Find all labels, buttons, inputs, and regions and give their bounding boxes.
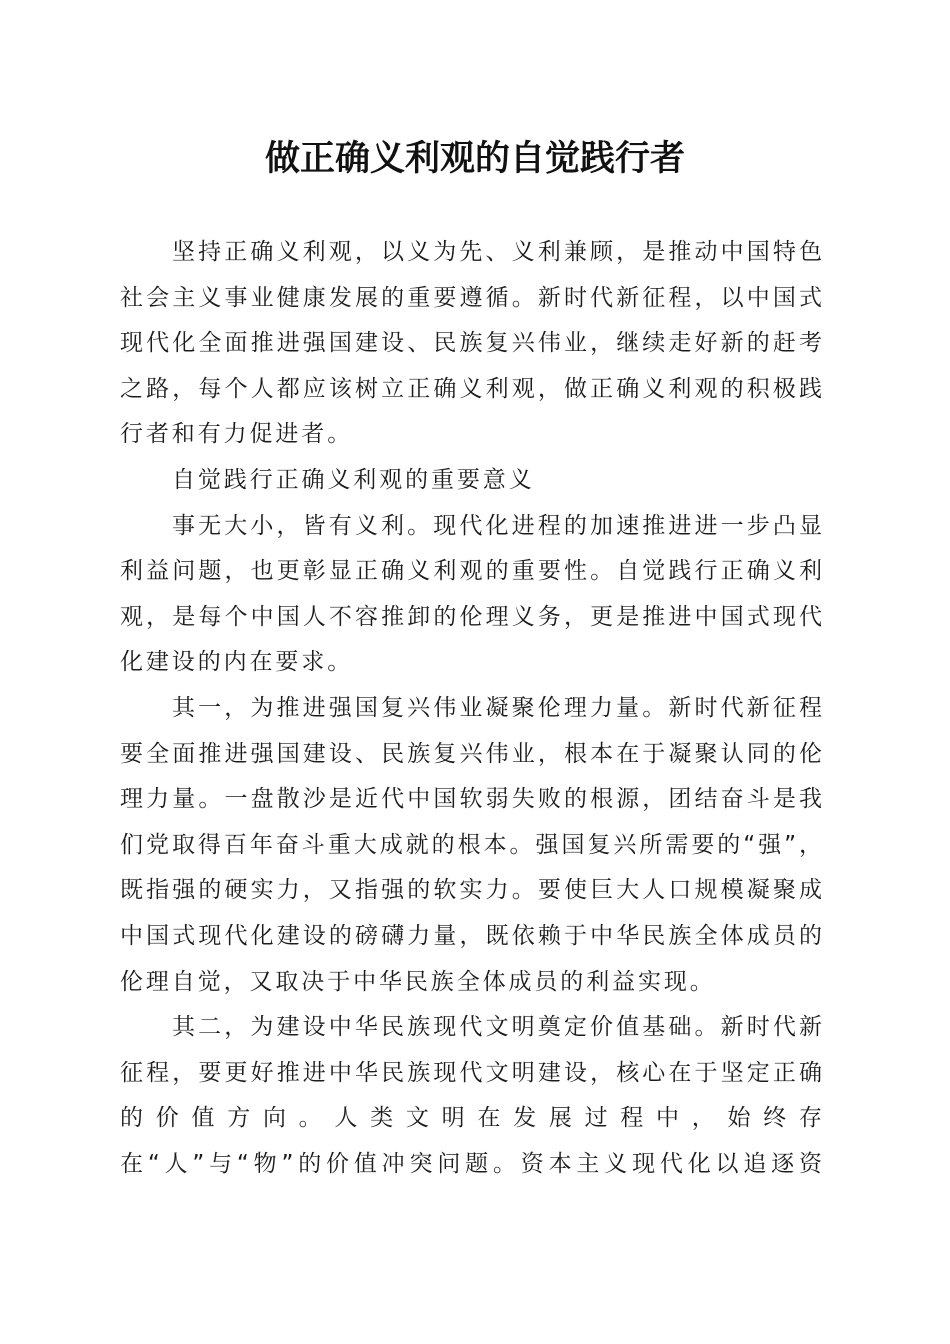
paragraph-line: 观，是每个中国人不容推卸的伦理义务，更是推进中国式现代: [120, 603, 822, 630]
paragraph-line: 利益问题，也更彰显正确义利观的重要性。自觉践行正确义利: [120, 558, 822, 585]
paragraph-first-line: 其二，为建设中华民族现代文明奠定价值基础。新时代新: [172, 1014, 822, 1041]
paragraph-line: 们党取得百年奋斗重大成就的根本。强国复兴所需要的“强”，: [120, 831, 822, 858]
paragraph-line: 化建设的内在要求。: [120, 649, 354, 676]
paragraph-line: 行者和有力促进者。: [120, 421, 354, 448]
paragraph-first-line: 其一，为推进强国复兴伟业凝聚伦理力量。新时代新征程: [172, 694, 822, 721]
paragraph-line: 既指强的硬实力，又指强的软实力。要使巨大人口规模凝聚成: [120, 877, 822, 904]
paragraph-line: 中国式现代化建设的磅礴力量，既依赖于中华民族全体成员的: [120, 922, 822, 949]
paragraph-line: 之路，每个人都应该树立正确义利观，做正确义利观的积极践: [120, 375, 822, 402]
paragraph-line: 要全面推进强国建设、民族复兴伟业，根本在于凝聚认同的伦: [120, 740, 822, 767]
paragraph-line: 的 价 值 方 向 。 人 类 文 明 在 发 展 过 程 中 ， 始 终 存: [120, 1105, 822, 1132]
paragraph-line: 理力量。一盘散沙是近代中国软弱失败的根源，团结奋斗是我: [120, 786, 822, 813]
paragraph-first-line: 事无大小，皆有义利。现代化进程的加速推进进一步凸显: [172, 512, 822, 539]
paragraph-first-line: 自觉践行正确义利观的重要意义: [172, 466, 535, 493]
paragraph-line: 社会主义事业健康发展的重要遵循。新时代新征程，以中国式: [120, 284, 822, 311]
paragraph-first-line: 坚持正确义利观，以义为先、义利兼顾，是推动中国特色: [172, 239, 822, 265]
paragraph-line: 在“人”与“物”的价值冲突问题。资本主义现代化以追逐资: [120, 1150, 822, 1177]
document-title: 做正确义利观的自觉践行者: [264, 138, 685, 179]
paragraph-line: 伦理自觉，又取决于中华民族全体成员的利益实现。: [120, 968, 716, 995]
paragraph-line: 征程，要更好推进中华民族现代文明建设，核心在于坚定正确: [120, 1059, 822, 1086]
paragraph-line: 现代化全面推进强国建设、民族复兴伟业，继续走好新的赶考: [120, 330, 822, 357]
document-body: [120, 230, 822, 1187]
